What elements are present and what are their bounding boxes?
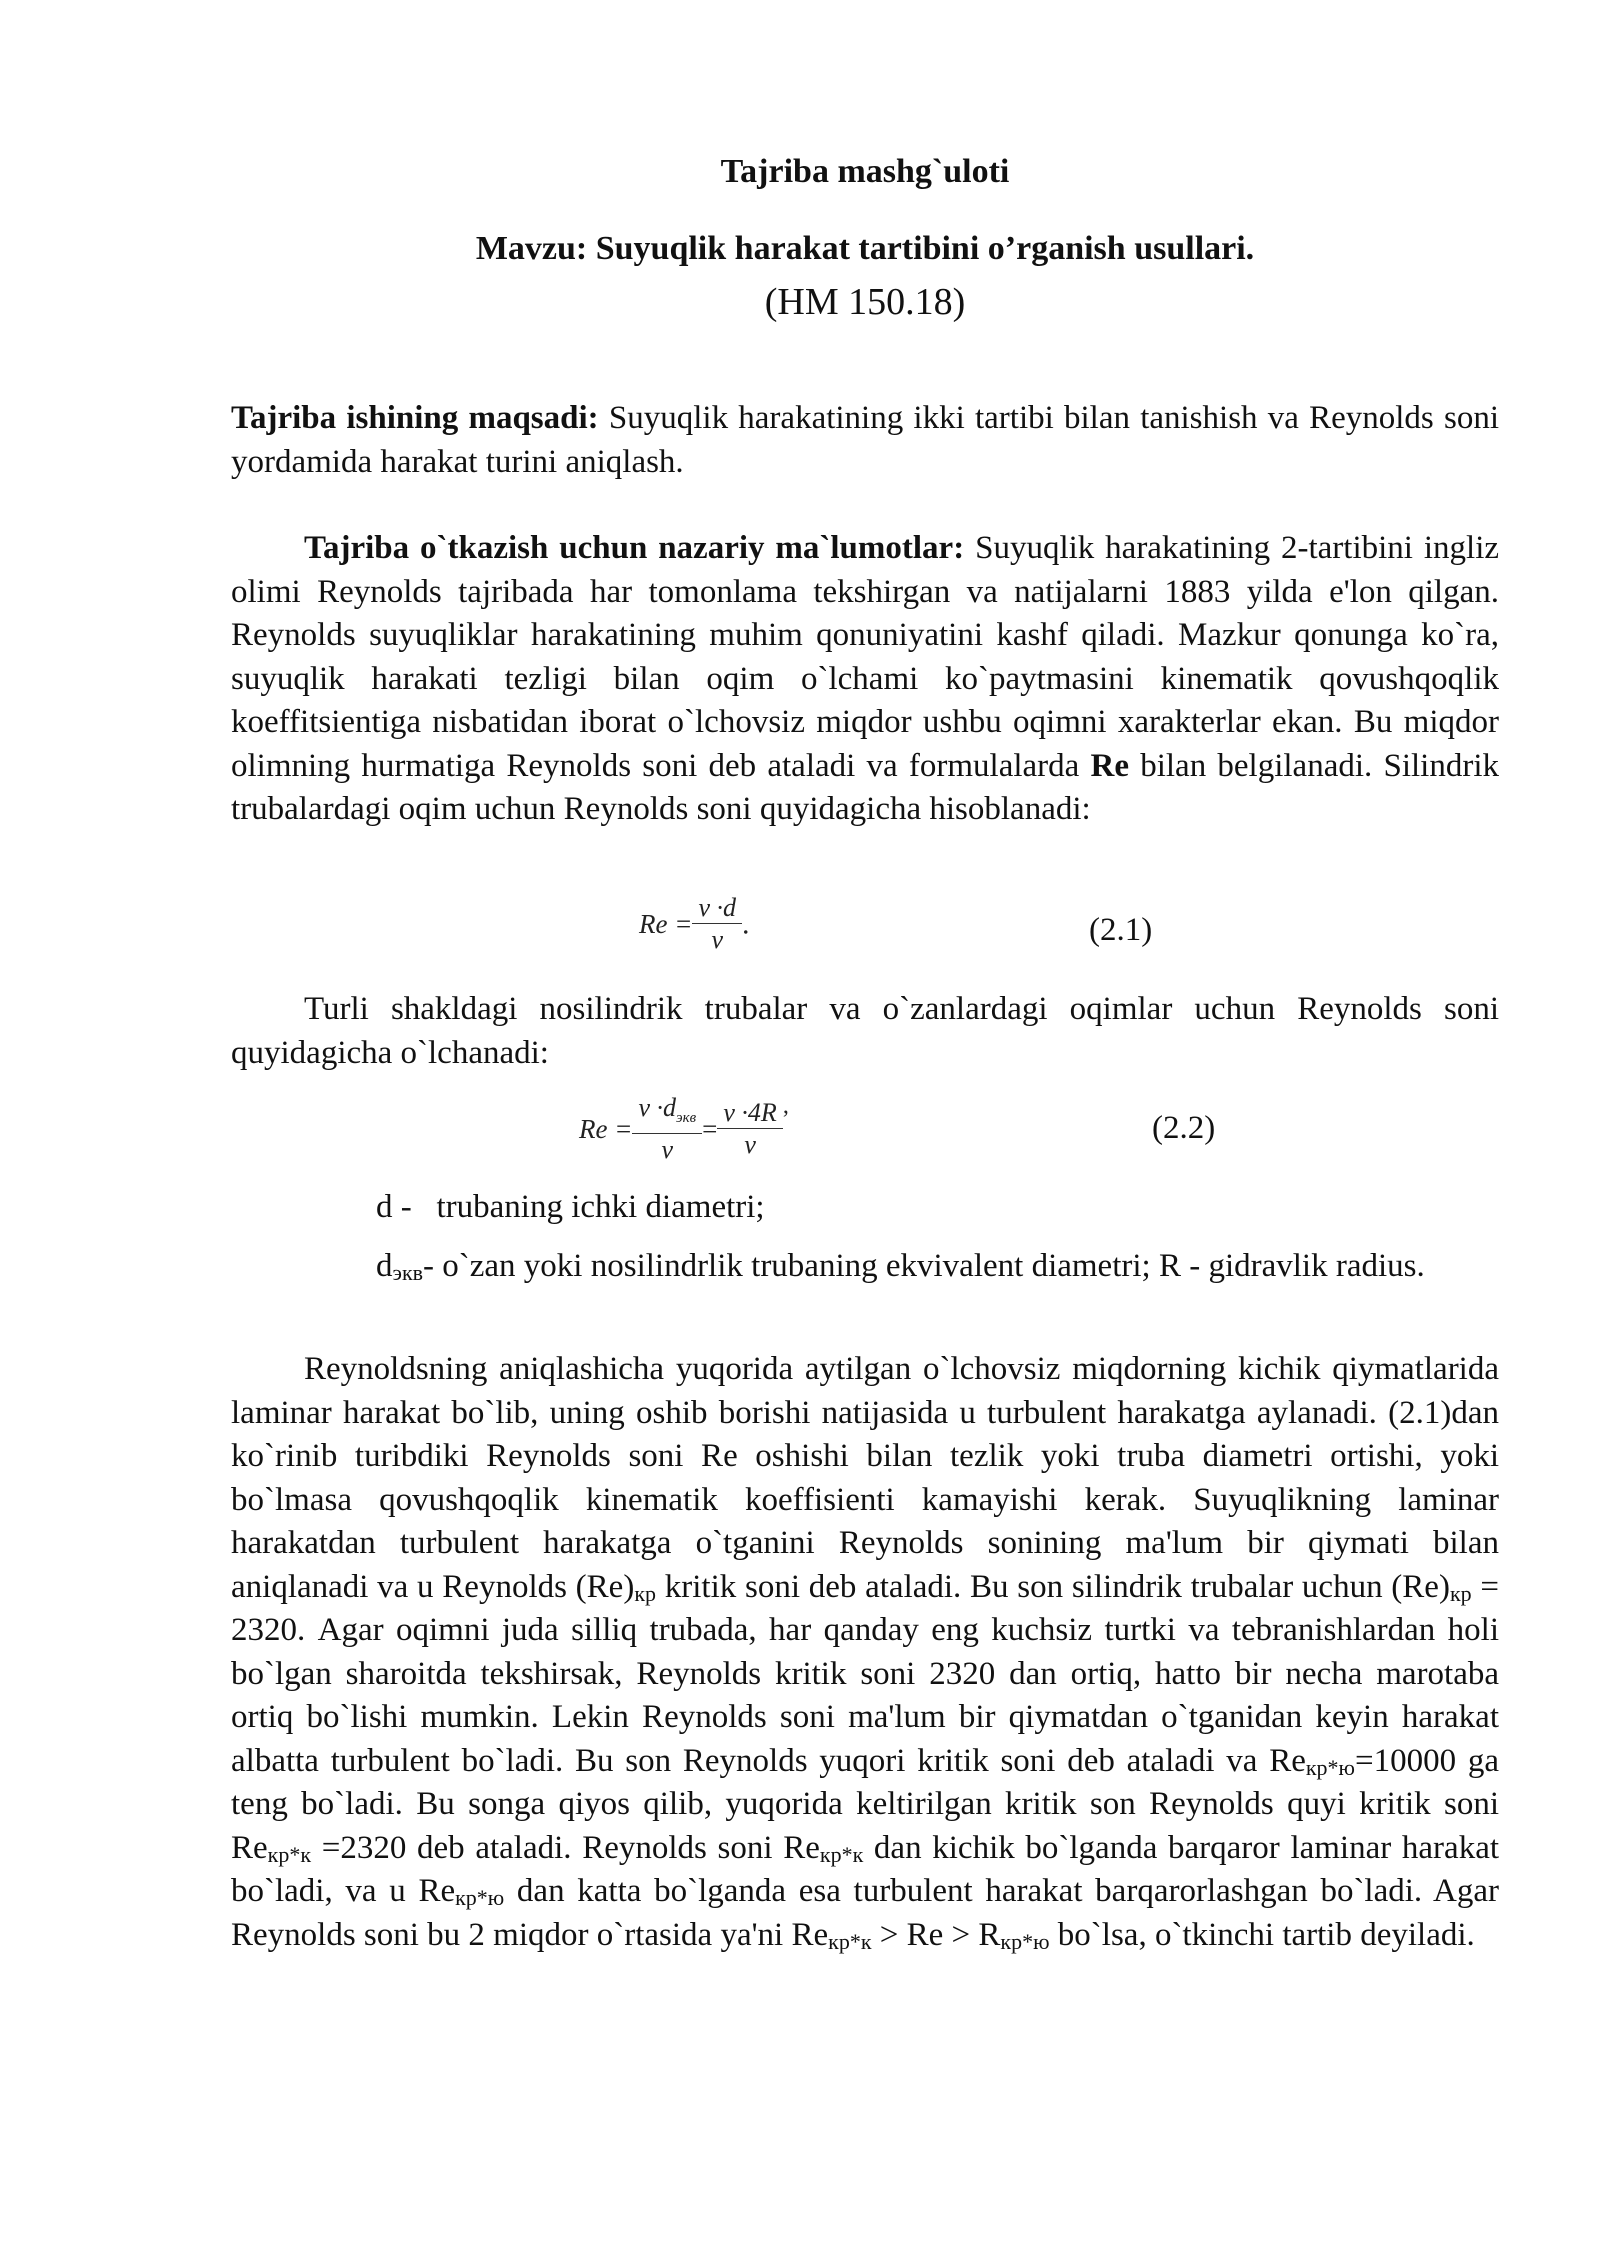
formula-2-2-lhs: Re = — [579, 1114, 633, 1145]
definition-dekv-symbol: d — [376, 1248, 393, 1284]
formula-2-2-fraction-1 — [632, 1093, 702, 1166]
formula-2-2-fraction-2 — [717, 1098, 782, 1161]
reynolds-critical-paragraph: Reynoldsning aniqlashicha yuqorida aytilgan o`lchovsiz miqdorning kichik qiymatlarida laminar harakat bo`lib, uning oshib borishi natijasida u turbulent harakatga aylanadi. (2.1)dan ko`rinib turibdiki Reynolds soni Re oshishi bilan tezlik yoki truba diametri ortishi, yoki bo`lmasa qovushqoqlik kinematik koeffisienti kamayishi kerak. Suyuqlikning laminar harakatdan turbulent harakatga o`tganini Reynolds sonining ma'lum bir qiymati bilan aniqlanadi va u Reynolds $(Re)_{кр}$ kritik soni deb ataladi. Bu son silindrik trubalar uchun $(Re)_{кр} = 2320$. Agar oqimni juda silliq trubada, har qanday eng kuchsiz turtki va tebranishlardan holi bo`lgan sharoitda tekshirsak, Reynolds kritik soni 2320 dan ortiq, hatto bir necha marotaba ortiq bo`lishi mumkin. Lekin Reynolds soni ma'lum bir qiymatdan o`tganidan keyin harakat albatta turbulent bo`ladi. Bu son Reynolds yuqori kritik soni deb ataladi va $Re_{кр*ю}=10000$ ga teng bo`ladi. Bu songa qiyos qilib, yuqorida keltirilgan kritik son Reynolds quyi kritik soni $Re_{кр*к} =2320$ deb ataladi. Reynolds soni $Re_{кр*к}$ dan kichik bo`lganda barqaror laminar harakat bo`ladi, va u $Re_{кр*ю}$ dan katta bo`lganda esa turbulent harakat barqarorlashgan bo`ladi. Agar Reynolds soni bu 2 miqdor o`rtasida ya'ni $Re_{кр*к} > Re > R_{кр*ю}$ bo`lsa, o`tkinchi tartib deyiladi. — [231, 1351, 1500, 1954]
equation-number-2-2: (2.2) — [1152, 1110, 1216, 1146]
equation-number-2-1: (2.1) — [1089, 912, 1153, 948]
formula-2-2-denominator-2: ν — [744, 1130, 756, 1160]
formula-2-1-fraction — [692, 893, 742, 956]
aim-text: Suyuqlik harakatining ikki tartibi bilan tanishish va Reynolds soni yordamida harakat turini aniqlash. — [231, 400, 1499, 480]
document-subtitle: Mavzu: Suyuqlik harakat tartibini o’rganish usullari. — [475, 230, 1255, 267]
definition-dekv-sub: экв — [392, 1260, 424, 1285]
definition-dekv — [303, 1245, 1499, 1289]
definition-dekv-text: - o`zan yoki nosilindrlik trubaning ekvivalent diametri; R - gidravlik radius. — [423, 1248, 1425, 1284]
formula-2-2-numerator-1-sub: экв — [676, 1110, 697, 1127]
document-title: Tajriba mashg`uloti — [720, 153, 1010, 190]
formula-2-1-lhs: Re = — [639, 909, 693, 939]
definition-d-text: trubaning ichki diametri; — [436, 1189, 765, 1225]
document-code: (HM 150.18) — [764, 281, 966, 323]
formula-2-1 — [639, 893, 750, 956]
formula-2-1-numerator: v ·d — [692, 893, 742, 924]
re-symbol: Re — [1090, 747, 1129, 784]
theory-text-2: bilan belgilanadi. Silindrik trubalardagi oqim uchun Reynolds soni quyidagicha hisoblanadi: — [231, 747, 1500, 827]
theory-paragraph — [231, 527, 1499, 832]
formula-2-2-denominator-1: ν — [661, 1135, 674, 1165]
theory-text-1: Suyuqlik harakatining 2-tartibini ingliz olimi Reynolds tajribada har tomonlama tekshirgan va natijalarni 1883 yilda e'lon qilgan. Reynolds suyuqliklar harakatining muhim qonuniyatini kashf qiladi. Mazkur qonunga ko`ra, suyuqlik harakati tezligi bilan oqim o`lchami ko`paytmasini kinematik qovushqoqlik koeffitsientiga nisbatidan iborat o`lchovsiz miqdor ushbu oqimni xarakterlar ekan. Bu miqdor olimning hurmatiga Reynolds soni deb ataladi va formulalarda — [231, 530, 1500, 784]
formula-2-2-numerator-2: v ·4R — [717, 1098, 782, 1129]
aim-label: Tajriba ishining maqsadi: — [231, 400, 599, 436]
formula-2-2-tail: , — [782, 1093, 789, 1119]
formula-2-2 — [579, 1093, 789, 1166]
formula-2-1-denominator: ν — [711, 925, 723, 954]
definition-d — [376, 1186, 1496, 1230]
nonsilindric-paragraph: Turli shakldagi nosilindrik trubalar va o`zanlardagi oqimlar uchun Reynolds soni quyidagicha o`lchanadi: — [231, 991, 1499, 1071]
theory-label: Tajriba o`tkazish uchun nazariy ma`lumotlar: — [304, 530, 965, 566]
formula-2-2-numerator-1: v ·d — [638, 1093, 676, 1122]
formula-2-1-tail: . — [742, 907, 750, 941]
definition-d-symbol: d - — [376, 1189, 412, 1225]
formula-2-2-equals: = — [702, 1114, 718, 1145]
aim-paragraph — [231, 397, 1499, 484]
